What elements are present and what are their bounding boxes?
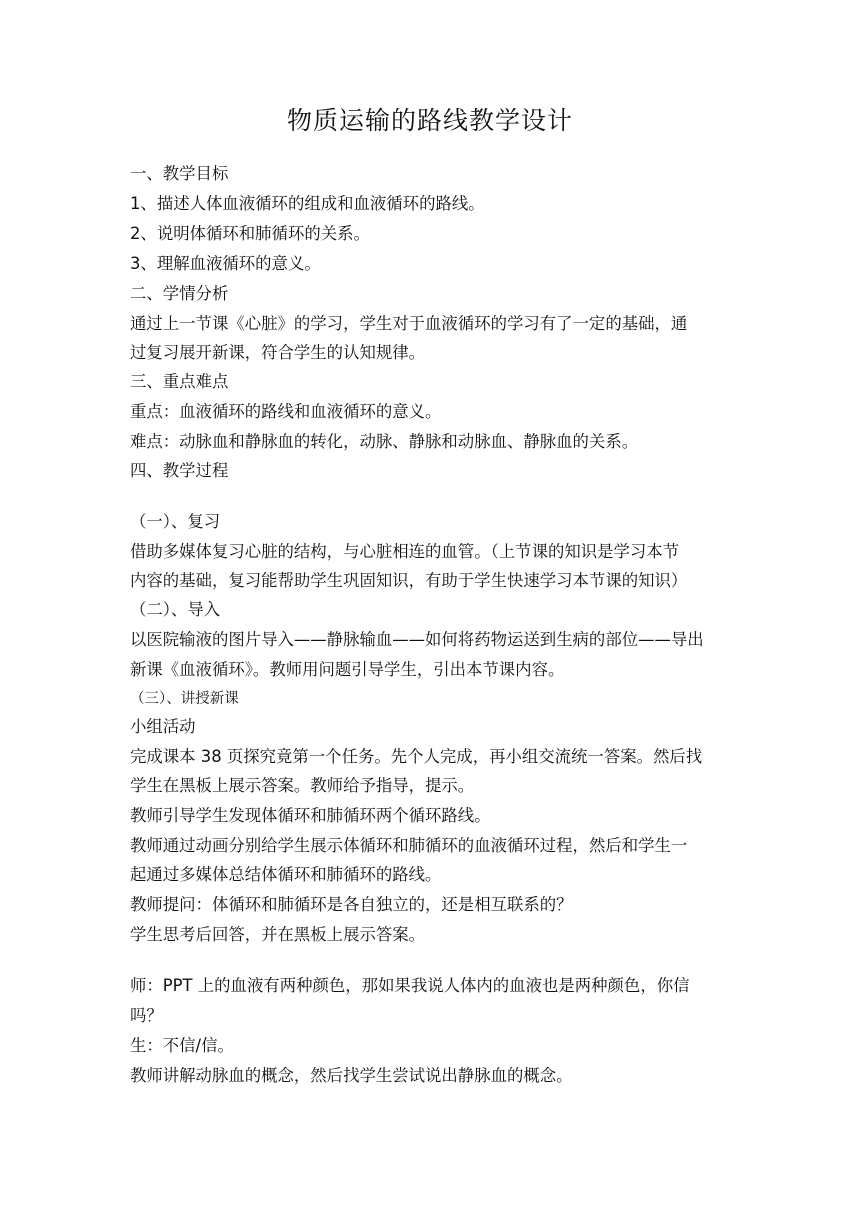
subsection-heading-review: （一）、复习	[130, 512, 221, 531]
subsection-heading-new-lesson: （三）、讲授新课	[130, 691, 239, 707]
difficult-point-line: 难点：动脉血和静脉血的转化，动脉、静脉和动脉血、静脉血的关系。	[130, 432, 639, 451]
objective-item-3: 3、理解血液循环的意义。	[130, 254, 321, 273]
paragraph-line: 过复习展开新课，符合学生的认知规律。	[130, 343, 426, 362]
paragraph-line: 新课《血液循环》。教师用问题引导学生，引出本节课内容。	[130, 660, 565, 679]
paragraph-line: 内容的基础，复习能帮助学生巩固知识，有助于学生快速学习本节课的知识）	[130, 571, 688, 590]
paragraph-line: 以医院输液的图片导入——静脉输血——如何将药物运送到生病的部位——导出	[130, 630, 704, 649]
section-heading-process: 四、教学过程	[130, 461, 229, 480]
paragraph-line: 教师提问：体循环和肺循环是各自独立的，还是相互联系的？	[130, 895, 573, 914]
paragraph-line: 教师讲解动脉血的概念，然后找学生尝试说出静脉血的概念。	[130, 1066, 573, 1085]
dialogue-line: 吗？	[130, 1006, 163, 1025]
activity-heading: 小组活动	[130, 717, 196, 736]
paragraph-line: 学生思考后回答，并在黑板上展示答案。	[130, 925, 426, 944]
key-point-line: 重点：血液循环的路线和血液循环的意义。	[130, 402, 442, 421]
paragraph-line: 借助多媒体复习心脏的结构，与心脏相连的血管。（上节课的知识是学习本节	[130, 542, 680, 561]
paragraph-line: 学生在黑板上展示答案。教师给予指导，提示。	[130, 776, 475, 795]
paragraph-line: 教师通过动画分别给学生展示体循环和肺循环的血液循环过程，然后和学生一	[130, 836, 688, 855]
paragraph-line: 教师引导学生发现体循环和肺循环两个循环路线。	[130, 806, 491, 825]
section-heading-key-points: 三、重点难点	[130, 372, 229, 391]
dialogue-line: 师：PPT 上的血液有两种颜色，那如果我说人体内的血液也是两种颜色，你信	[130, 976, 690, 995]
paragraph-line: 完成课本 38 页探究竟第一个任务。先个人完成，再小组交流统一答案。然后找	[130, 747, 703, 766]
section-heading-objectives: 一、教学目标	[130, 164, 229, 183]
section-heading-analysis: 二、学情分析	[130, 284, 229, 303]
objective-item-2: 2、说明体循环和肺循环的关系。	[130, 224, 370, 243]
subsection-heading-intro: （二）、导入	[130, 600, 221, 619]
dialogue-line: 生：不信/信。	[130, 1036, 234, 1055]
paragraph-line: 起通过多媒体总结体循环和肺循环的路线。	[130, 865, 442, 884]
document-title: 物质运输的路线教学设计	[286, 106, 573, 135]
paragraph-line: 通过上一节课《心脏》的学习，学生对于血液循环的学习有了一定的基础，通	[130, 314, 688, 333]
objective-item-1: 1、描述人体血液循环的组成和血液循环的路线。	[130, 194, 485, 213]
